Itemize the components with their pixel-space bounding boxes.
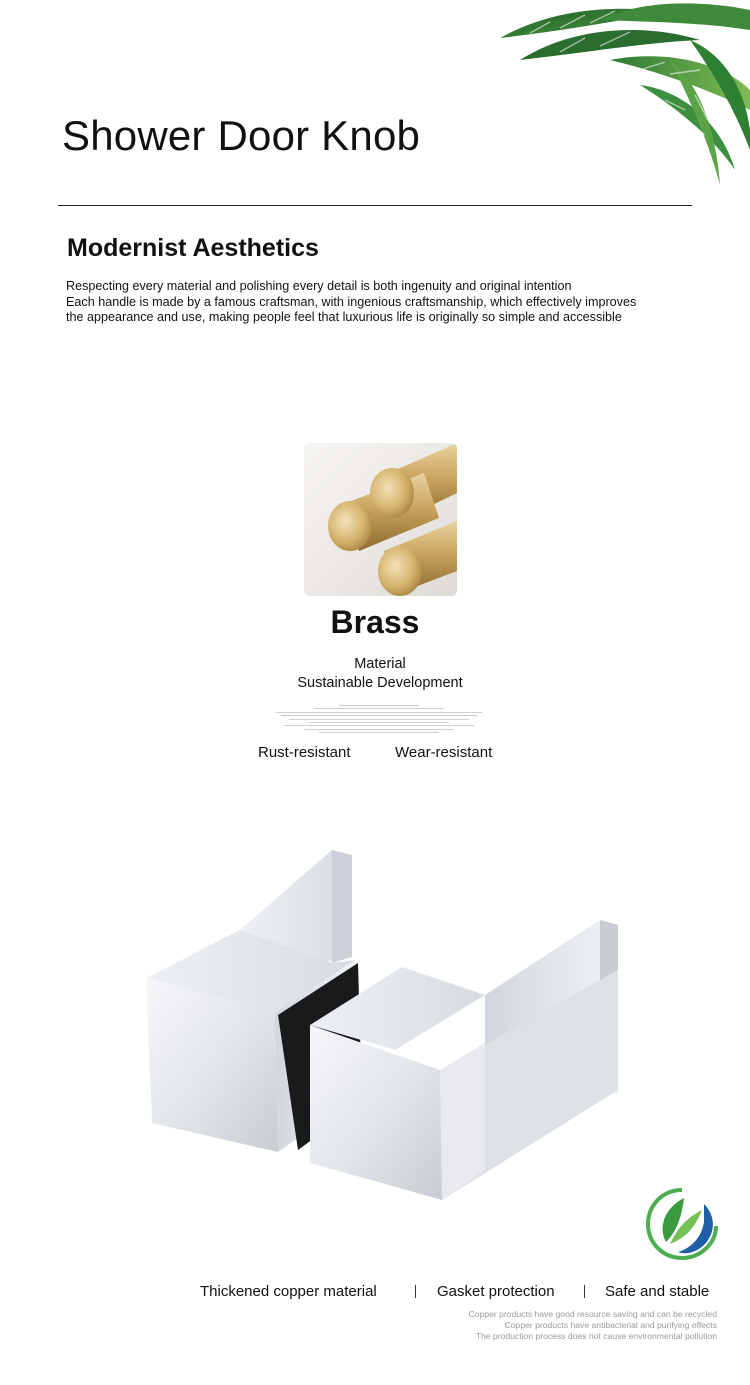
page-title: Shower Door Knob xyxy=(62,112,421,159)
feature-wear-resistant: Wear-resistant xyxy=(395,744,493,761)
material-name: Brass xyxy=(330,604,420,640)
material-label: Material xyxy=(354,656,406,672)
environment-notes xyxy=(469,1309,717,1342)
palm-leaves-icon xyxy=(490,0,750,190)
feature-separator xyxy=(584,1285,585,1298)
note-line: The production process does not cause environmental pollution xyxy=(475,1331,717,1341)
material-tagline: Sustainable Development xyxy=(297,675,463,691)
shower-door-knob-image xyxy=(140,845,630,1205)
brass-rods-image xyxy=(304,443,457,596)
feature-safe-stable: Safe and stable xyxy=(605,1283,710,1300)
feature-rust-resistant: Rust-resistant xyxy=(258,744,351,761)
feature-gasket-protection: Gasket protection xyxy=(437,1283,555,1300)
feature-separator xyxy=(415,1285,416,1298)
title-divider xyxy=(58,205,692,206)
bottom-feature-row xyxy=(0,1283,750,1305)
intro-line: Respecting every material and polishing every detail is both ingenuity and original intention xyxy=(66,279,572,293)
fine-print-decoration xyxy=(276,705,482,736)
section-heading: Modernist Aesthetics xyxy=(67,234,319,262)
note-line: Copper products have good resource saving and can be recycled xyxy=(468,1309,717,1319)
intro-line: the appearance and use, making people feel that luxurious life is originally so simple and accessible xyxy=(66,310,622,324)
intro-line: Each handle is made by a famous craftsman, with ingenious craftsmanship, which effectively improves xyxy=(66,294,637,309)
eco-leaf-drop-icon xyxy=(644,1186,720,1262)
intro-paragraph xyxy=(66,279,686,326)
note-line: Copper products have antibacterial and purifying effects xyxy=(504,1320,717,1330)
feature-thickened-copper: Thickened copper material xyxy=(200,1283,377,1300)
